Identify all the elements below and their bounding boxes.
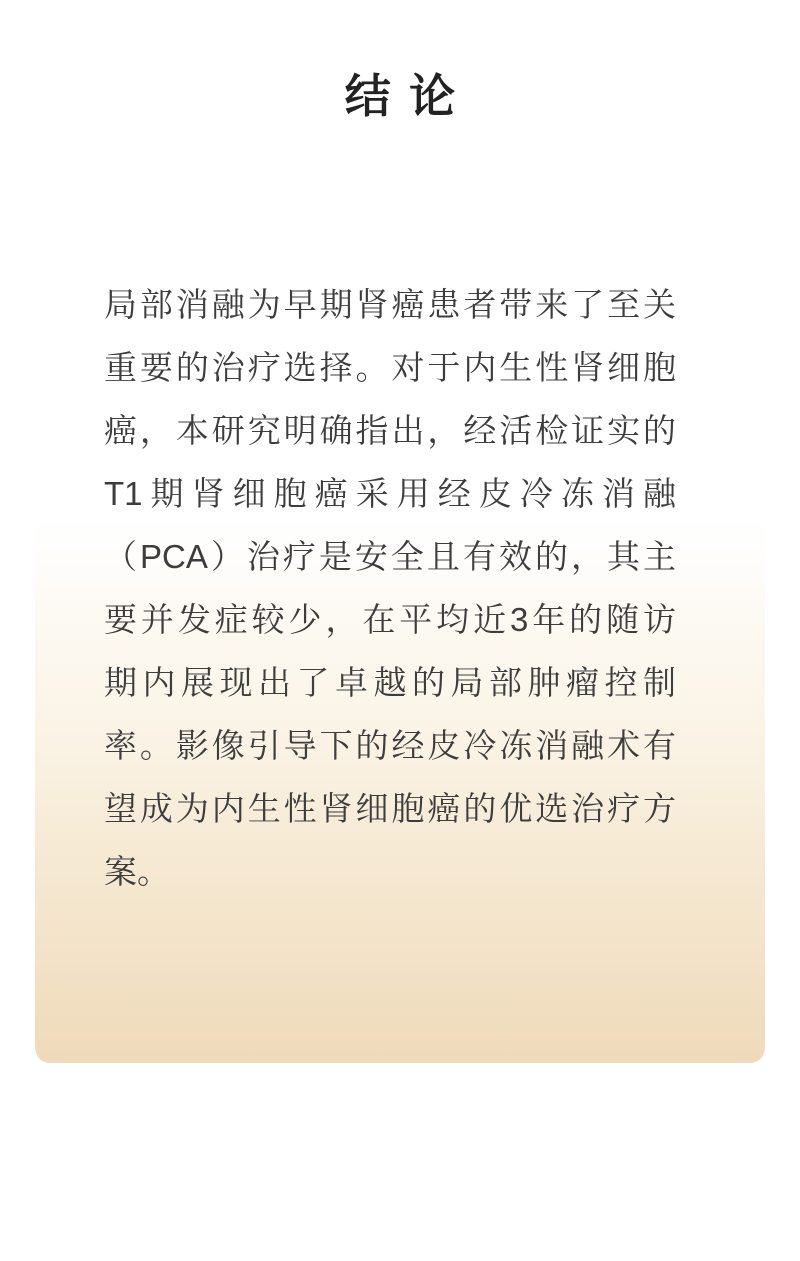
paragraph-line: 望成为内生性肾细胞癌的优选治疗方 (104, 790, 676, 827)
paragraph-line: 局部消融为早期肾癌患者带来了至关 (104, 286, 676, 323)
paragraph-line: 要并发症较少，在平均近3年的随访 (104, 601, 676, 638)
paragraph-line: 期内展现出了卓越的局部肿瘤控制 (104, 664, 676, 701)
paragraph-line: 案。 (104, 853, 170, 890)
paragraph-line: 率。影像引导下的经皮冷冻消融术有 (104, 727, 676, 764)
paragraph-line: T1期肾细胞癌采用经皮冷冻消融 (104, 475, 676, 512)
paragraph-line: 重要的治疗选择。对于内生性肾细胞 (104, 349, 676, 386)
paragraph-line: （PCA）治疗是安全且有效的，其主 (104, 538, 676, 575)
conclusion-paragraph (104, 273, 676, 903)
paragraph-line: 癌，本研究明确指出，经活检证实的 (104, 412, 676, 449)
page-title: 结论 (344, 71, 474, 122)
